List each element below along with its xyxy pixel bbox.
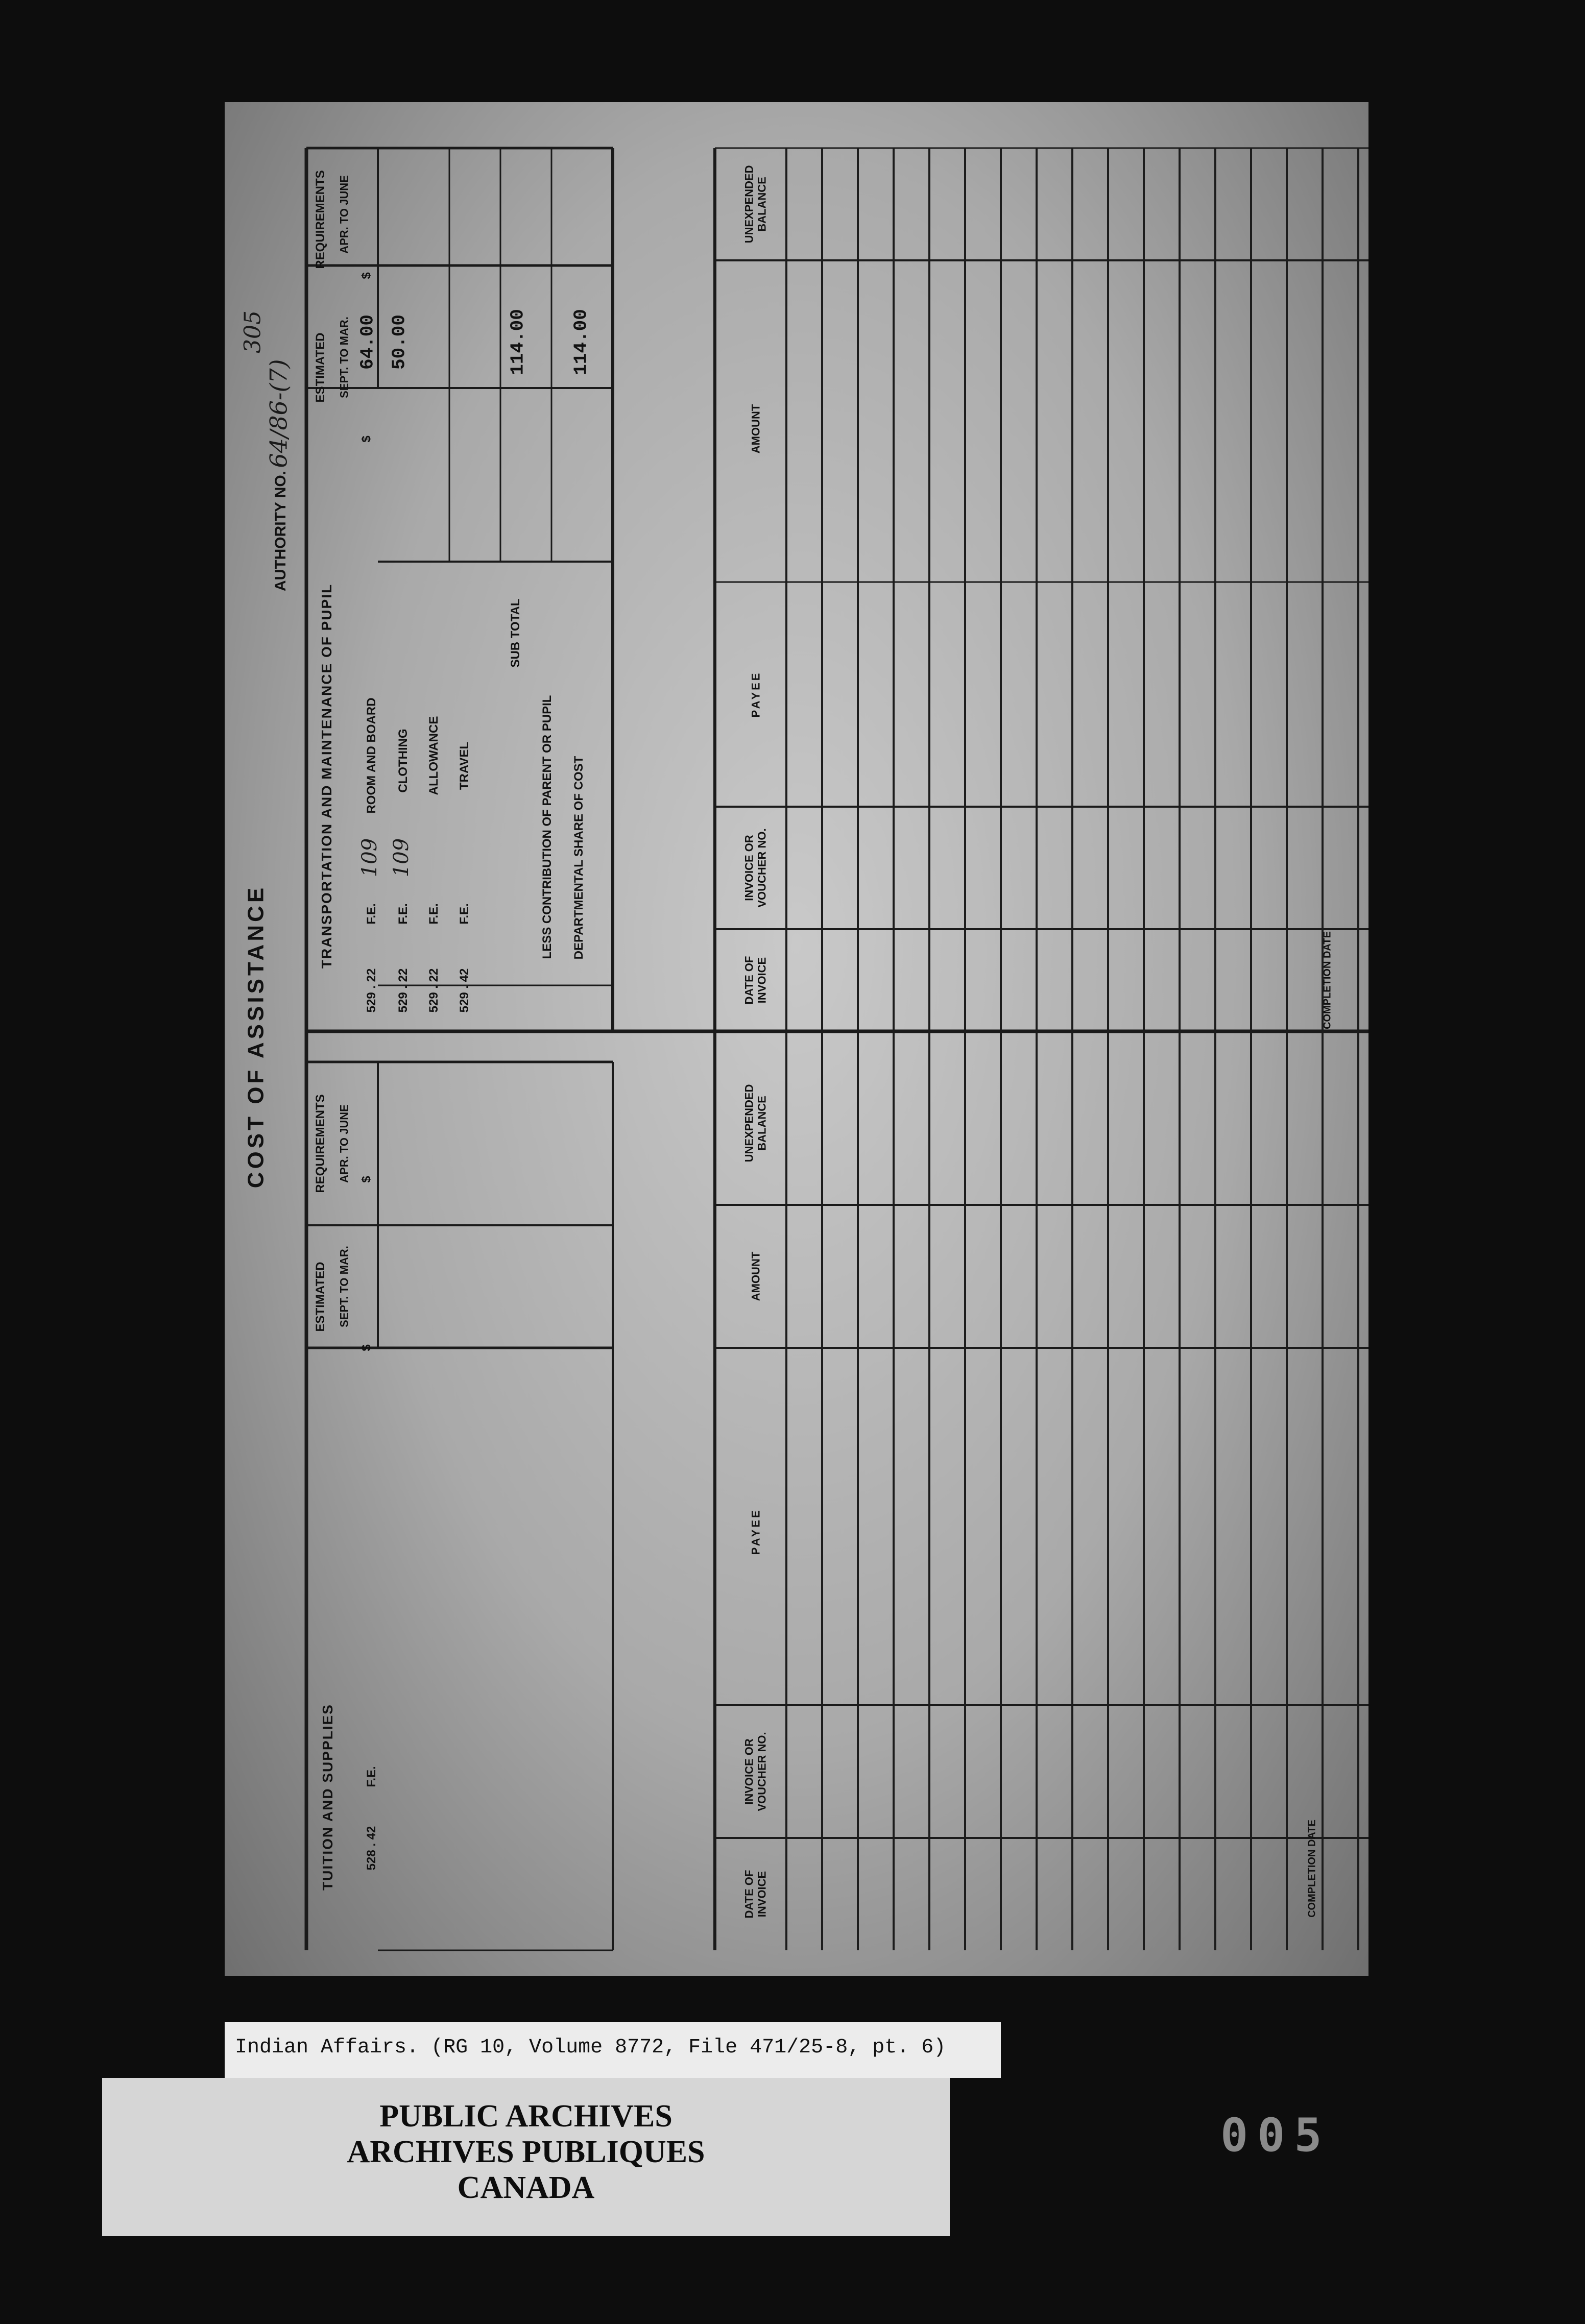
tuition-sept-mar: SEPT. TO MAR. <box>338 1246 351 1327</box>
tuition-fe: F.E. <box>365 1766 379 1787</box>
less-contribution-label: LESS CONTRIBUTION OF PARENT OR PUPIL <box>540 695 555 959</box>
archive-label <box>102 2022 950 2246</box>
sub-total-value: 114.00 <box>507 309 529 375</box>
maintenance-dollar-1: $ <box>359 435 374 443</box>
maintenance-row-4-item: TRAVEL <box>458 741 472 790</box>
maintenance-row-1-sept-mar: 64.00 <box>357 314 378 370</box>
maintenance-row-2-fe: F.E. <box>396 903 411 925</box>
ledger-bottom-unexpended-balance: UNEXPENDED BALANCE <box>742 1084 769 1163</box>
maintenance-row-4-fe: F.E. <box>458 903 472 925</box>
form-sheet <box>225 102 1368 1976</box>
maintenance-sept-mar: SEPT. TO MAR. <box>338 317 351 398</box>
maintenance-est-header: ESTIMATED <box>314 332 328 403</box>
maintenance-row-2-fe-handwritten: 109 <box>390 838 413 878</box>
maintenance-row-4-account: 529 . 42 <box>458 968 472 1013</box>
ledger-top-unexpended-balance: UNEXPENDED BALANCE <box>742 165 769 244</box>
ledger-top-completion-date: COMPLETION DATE <box>1322 931 1333 1029</box>
ledger-top-payee: PAYEE <box>749 671 762 718</box>
ledger-top-invoice-voucher: INVOICE OR VOUCHER NO. <box>742 828 769 908</box>
tuition-est-header: ESTIMATED <box>314 1262 328 1332</box>
maintenance-req-header: REQUIREMENTS <box>314 170 328 269</box>
archive-reference-text: Indian Affairs. (RG 10, Volume 8772, File 471/25-8, pt. 6) <box>235 2036 946 2059</box>
maintenance-row-1-item: ROOM AND BOARD <box>365 697 379 814</box>
ledger-row-lines <box>225 102 1368 1976</box>
maintenance-section-title: TRANSPORTATION AND MAINTENANCE OF PUPIL <box>318 583 334 969</box>
tuition-dollar-2: $ <box>359 1176 374 1183</box>
form-title: COST OF ASSISTANCE <box>243 884 269 1189</box>
ledger-top-date-of-invoice: DATE OF INVOICE <box>742 956 769 1005</box>
maintenance-row-3-fe: F.E. <box>427 903 441 925</box>
sub-total-label: SUB TOTAL <box>509 598 523 668</box>
archive-stamp-line-3: CANADA <box>457 2170 595 2205</box>
maintenance-apr-june: APR. TO JUNE <box>338 175 351 254</box>
authority-label: AUTHORITY NO. <box>272 470 289 592</box>
departmental-share-value: 114.00 <box>570 309 592 375</box>
departmental-share-label: DEPARTMENTAL SHARE OF COST <box>572 756 586 960</box>
maintenance-row-1-account: 529 . 22 <box>365 968 379 1013</box>
tuition-section-title: TUITION AND SUPPLIES <box>319 1704 335 1891</box>
authority-handwritten: 64/86-(7) <box>265 359 293 468</box>
ledger-bottom-amount: AMOUNT <box>749 1251 762 1301</box>
maintenance-row-2-sept-mar: 50.00 <box>389 314 410 370</box>
frame-number: 005 <box>1220 2109 1331 2162</box>
maintenance-row-1-fe: F.E. <box>365 903 379 925</box>
ledger-top-amount: AMOUNT <box>749 404 762 454</box>
ledger-bottom-completion-date: COMPLETION DATE <box>1306 1820 1318 1918</box>
tuition-apr-june: APR. TO JUNE <box>338 1104 351 1183</box>
ledger-bottom-payee: PAYEE <box>749 1508 762 1555</box>
authority-number-above: 305 <box>239 310 266 353</box>
maintenance-row-1-fe-handwritten: 109 <box>358 838 381 878</box>
maintenance-row-3-item: ALLOWANCE <box>427 716 441 795</box>
ledger-bottom-invoice-voucher: INVOICE OR VOUCHER NO. <box>742 1732 769 1811</box>
archive-stamp-line-1: PUBLIC ARCHIVES <box>379 2099 673 2134</box>
tuition-dollar-1: $ <box>359 1344 374 1351</box>
maintenance-dollar-2: $ <box>359 272 374 279</box>
tuition-req-header: REQUIREMENTS <box>314 1094 328 1193</box>
archive-stamp-line-2: ARCHIVES PUBLIQUES <box>347 2135 705 2169</box>
ledger-bottom-date-of-invoice: DATE OF INVOICE <box>742 1870 769 1919</box>
maintenance-row-3-account: 529 . 22 <box>427 968 441 1013</box>
tuition-account: 528 . 42 <box>365 1826 379 1871</box>
maintenance-row-2-account: 529 . 22 <box>396 968 411 1013</box>
maintenance-row-2-item: CLOTHING <box>396 729 411 793</box>
